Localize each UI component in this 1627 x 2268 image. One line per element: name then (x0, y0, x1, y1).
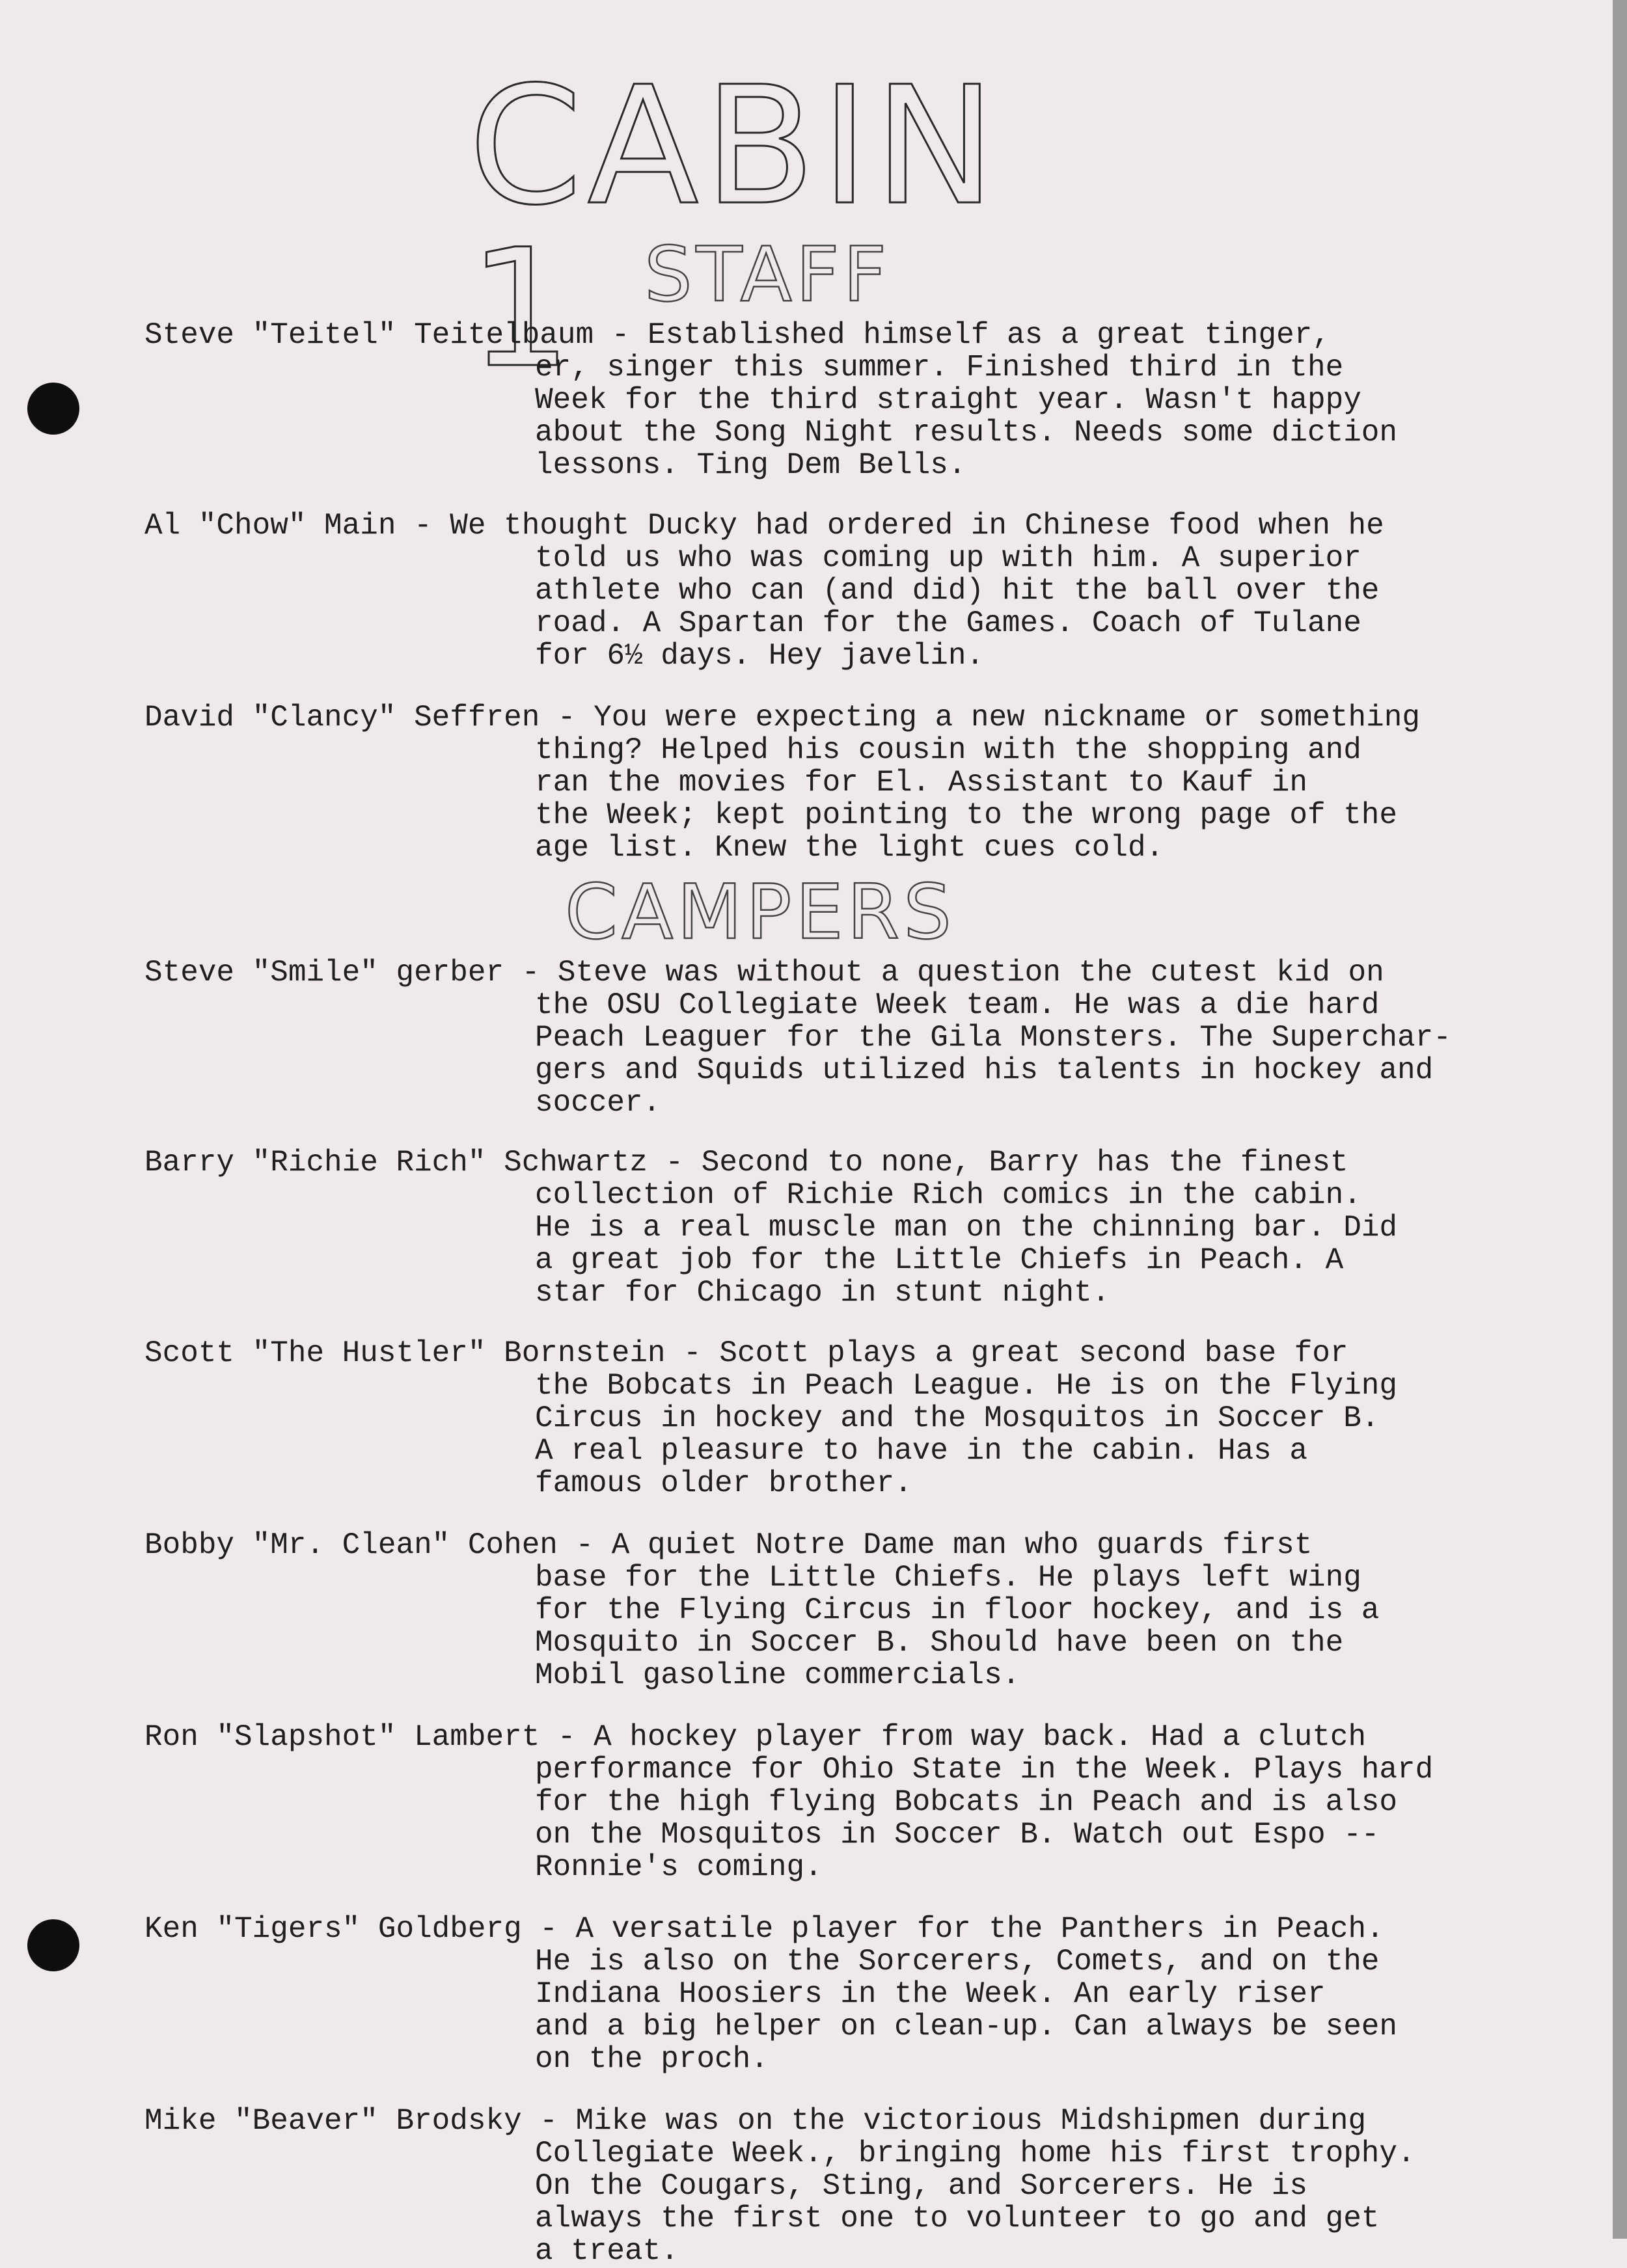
bio-line: road. A Spartan for the Games. Coach of Tulane (535, 606, 1361, 640)
camper-name: Mike "Beaver" Brodsky (144, 2104, 522, 2138)
bio-entry (144, 1721, 1544, 1883)
bio-line: the OSU Collegiate Week team. He was a die hard (535, 988, 1380, 1022)
bio-line: Circus in hockey and the Mosquitos in Soccer B. (535, 1401, 1380, 1435)
bio-entry (144, 956, 1544, 1119)
bio-first-line (144, 1721, 1544, 1753)
bio-entry (144, 1146, 1544, 1309)
page-edge (1613, 0, 1627, 2239)
bio-line: Ronnie's coming. (535, 1850, 823, 1884)
bio-line: on the proch. (535, 2042, 769, 2076)
camper-name: David "Clancy" Seffren (144, 701, 540, 735)
bio-line: for 6½ days. Hey javelin. (535, 639, 985, 673)
camper-name: Steve "Teitel" Teitelbaum (144, 318, 594, 352)
bio-text: Steve was without a question the cutest kid on (557, 956, 1384, 990)
bio-line: er, singer this summer. Finished third in the (535, 351, 1344, 385)
section-title-campers: CAMPERS (565, 869, 955, 956)
bio-line: base for the Little Chiefs. He plays left wing (535, 1561, 1361, 1595)
bio-line: a great job for the Little Chiefs in Peach. A (535, 1243, 1344, 1277)
bio-line: He is a real muscle man on the chinning bar. Did (535, 1211, 1398, 1245)
camper-name: Barry "Richie Rich" Schwartz (144, 1146, 648, 1180)
bio-first-line (144, 1913, 1544, 1945)
separator-dash: - (521, 1912, 576, 1946)
separator-dash: - (540, 1720, 594, 1754)
bio-first-line (144, 701, 1544, 734)
separator-dash: - (665, 1336, 720, 1370)
bio-line: for the Flying Circus in floor hockey, and is a (535, 1593, 1380, 1627)
bio-line: soccer. (535, 1086, 661, 1120)
bio-text: A quiet Notre Dame man who guards first (611, 1528, 1313, 1562)
bio-text: You were expecting a new nickname or something (594, 701, 1420, 735)
bio-line: about the Song Night results. Needs some diction (535, 416, 1398, 450)
bio-line: on the Mosquitos in Soccer B. Watch out Espo -- (535, 1818, 1380, 1852)
bio-line: On the Cougars, Sting, and Sorcerers. He is (535, 2169, 1307, 2203)
bio-text: A hockey player from way back. Had a clutch (594, 1720, 1367, 1754)
bio-first-line (144, 1146, 1544, 1179)
bio-line: Mosquito in Soccer B. Should have been on the (535, 1626, 1344, 1660)
bio-entry (144, 319, 1544, 481)
bio-line: thing? Helped his cousin with the shopping and (535, 733, 1361, 767)
bio-entry (144, 1913, 1544, 2075)
bio-first-line (144, 2105, 1544, 2137)
bio-entry (144, 2105, 1544, 2267)
camper-name: Ken "Tigers" Goldberg (144, 1912, 522, 1946)
bio-line: and a big helper on clean-up. Can always be seen (535, 2010, 1398, 2044)
section-title-staff: STAFF (644, 231, 891, 319)
bio-line: ran the movies for El. Assistant to Kauf in (535, 766, 1307, 800)
bio-line: for the high flying Bobcats in Peach and is also (535, 1785, 1398, 1819)
bio-line: gers and Squids utilized his talents in hockey and (535, 1053, 1434, 1087)
bio-line: always the first one to volunteer to go and get (535, 2202, 1380, 2235)
page-title: CABIN 1 (469, 51, 1001, 403)
separator-dash: - (594, 318, 648, 352)
bio-line: athlete who can (and did) hit the ball over the (535, 574, 1380, 608)
bio-text: A versatile player for the Panthers in Peach. (575, 1912, 1384, 1946)
bio-first-line (144, 1337, 1544, 1370)
separator-dash: - (540, 701, 594, 735)
bio-first-line (144, 319, 1544, 351)
bio-line: Week for the third straight year. Wasn't happy (535, 383, 1361, 417)
bio-entry (144, 1529, 1544, 1692)
camper-name: Al "Chow" Main (144, 509, 396, 543)
bio-entry (144, 701, 1544, 864)
separator-dash: - (504, 956, 558, 990)
bio-line: He is also on the Sorcerers, Comets, and on the (535, 1945, 1380, 1978)
separator-dash: - (396, 509, 450, 543)
bio-line: star for Chicago in stunt night. (535, 1276, 1110, 1310)
bio-first-line (144, 1529, 1544, 1561)
bio-entry (144, 509, 1544, 672)
separator-dash: - (557, 1528, 612, 1562)
bio-line: Mobil gasoline commercials. (535, 1658, 1020, 1692)
bio-text: Scott plays a great second base for (719, 1336, 1348, 1370)
bio-line: famous older brother. (535, 1466, 912, 1500)
bio-text: Second to none, Barry has the finest (701, 1146, 1348, 1180)
bio-line: the Bobcats in Peach League. He is on the Flying (535, 1369, 1398, 1403)
bio-line: told us who was coming up with him. A superior (535, 541, 1361, 575)
camper-name: Steve "Smile" gerber (144, 956, 504, 990)
bio-line: performance for Ohio State in the Week. Plays hard (535, 1753, 1434, 1787)
bio-line: Indiana Hoosiers in the Week. An early riser (535, 1977, 1326, 2011)
bio-entry (144, 1337, 1544, 1500)
bio-line: age list. Knew the light cues cold. (535, 831, 1164, 865)
punch-hole-top (27, 383, 79, 435)
bio-first-line (144, 509, 1544, 542)
camper-name: Scott "The Hustler" Bornstein (144, 1336, 666, 1370)
bio-text: We thought Ducky had ordered in Chinese food when he (450, 509, 1384, 543)
bio-line: a treat. (535, 2234, 679, 2268)
bio-first-line (144, 956, 1544, 989)
bio-line: A real pleasure to have in the cabin. Has a (535, 1434, 1307, 1468)
bio-text: Established himself as a great tinger, (647, 318, 1330, 352)
separator-dash: - (521, 2104, 576, 2138)
bio-text: Mike was on the victorious Midshipmen during (575, 2104, 1367, 2138)
separator-dash: - (647, 1146, 702, 1180)
punch-hole-bottom (27, 1919, 79, 1971)
bio-line: Peach Leaguer for the Gila Monsters. The Superchar- (535, 1021, 1451, 1055)
bio-line: lessons. Ting Dem Bells. (535, 448, 966, 482)
bio-line: the Week; kept pointing to the wrong page of the (535, 798, 1398, 832)
bio-line: Collegiate Week., bringing home his first trophy. (535, 2137, 1415, 2170)
camper-name: Ron "Slapshot" Lambert (144, 1720, 540, 1754)
camper-name: Bobby "Mr. Clean" Cohen (144, 1528, 558, 1562)
bio-line: collection of Richie Rich comics in the cabin. (535, 1178, 1361, 1212)
